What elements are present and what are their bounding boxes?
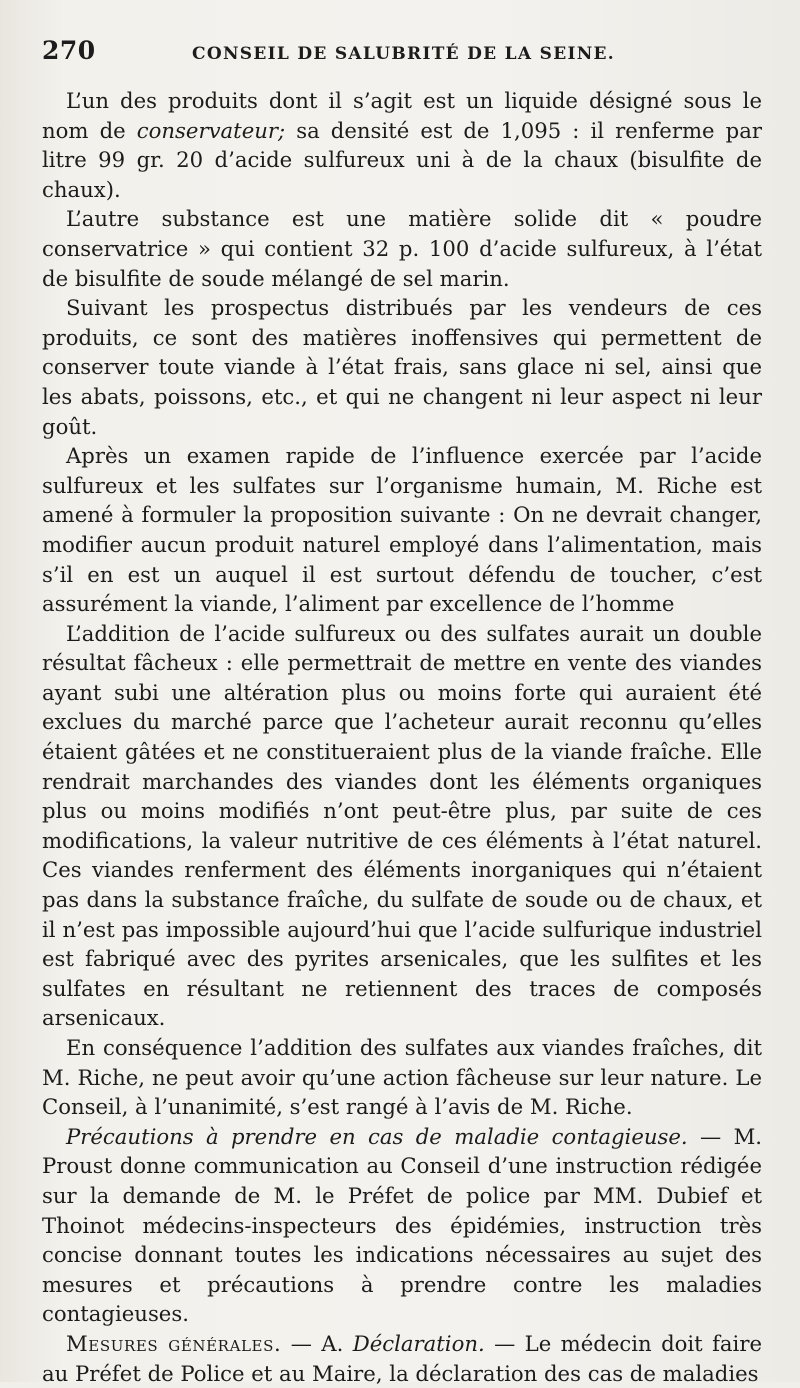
paragraph-solid-product: L’autre substance est une matière solide dit « poudre conservatrice » qui contient 32 p. 100 d’acide sulfureux, à l’état de bisulfite de soude mélangé de sel marin. bbox=[42, 206, 762, 291]
paragraph-riche-proposal: Après un examen rapide de l’influence exercée par l’acide sulfureux et les sulfates sur l’organisme humain, M. Riche est amené à formuler la proposition suivante : On ne devrait changer, modifier aucun produit naturel employé dans l’alimentation, mais s’il en est un auquel il est surtout défendu de toucher, c’est assurément la viande, l’aliment par excellence de l’homme bbox=[42, 443, 762, 617]
paragraph-addition-effects: L’addition de l’acide sulfureux ou des sulfates aurait un double résultat fâcheux : elle permettrait de mettre en vente des viandes ayant subi une altération plus ou moins forte qui auraient été exclues du marché parce que l’acheteur aurait reconnu qu’elles étaient gâtées et ne constitueraient plus de la viande fraîche. Elle rendrait marchandes des viandes dont les éléments organiques plus ou moins modifiés n’ont peut-être plus, par suite de ces modifications, la valeur nutritive de ces éléments à l’état naturel. Ces viandes renferment des éléments inorganiques qui n’étaient pas dans la substance fraîche, du sulfate de soude ou de chaux, et il n’est pas impossible aujourd’hui que l’acide sulfurique industriel est fabriqué avec des pyrites arsenicales, que les sulfites et les sulfates en résultant ne retiennent des traces de composés arsenicaux. bbox=[42, 620, 762, 1031]
running-title: CONSEIL DE SALUBRITÉ DE LA SEINE. bbox=[192, 44, 616, 64]
paragraph-liquid-product: L’un des produits dont il s’agit est un liquide désigné sous le nom de conservateur; sa densité est de 1,095 : il renferme par litre 99 gr. 20 d’acide sulfureux uni à de la chaux (bisulfite de chaux). bbox=[42, 88, 762, 202]
paragraph-contagious-disease: Précautions à prendre en cas de maladie contagieuse. — M. Proust donne communication au Conseil d’une instruction rédigée sur la demande de M. le Préfet de police par MM. Dubief et Thoinot médecins-inspecteurs des épidémies, instruction très concise donnant toutes les indications nécessaires au sujet des mesures et précautions à prendre contre les maladies contagieuses. bbox=[42, 1123, 762, 1327]
paragraph-conclusion: En conséquence l’addition des sulfates aux viandes fraîches, dit M. Riche, ne peut avoir qu’une action fâcheuse sur leur nature. Le Conseil, à l’unanimité, s’est rangé à l’avis de M. Riche. bbox=[42, 1035, 762, 1120]
section-label-mesures: Mesures générales. bbox=[66, 1330, 282, 1356]
body-text bbox=[42, 86, 762, 1388]
paragraph-prospectus: Suivant les prospectus distribués par les vendeurs de ces produits, ce sont des matières inoffensives qui permettent de conserver toute viande à l’état frais, sans glace ni sel, ainsi que les abats, poissons, etc., et qui ne changent ni leur aspect ni leur goût. bbox=[42, 295, 762, 439]
page-number: 270 bbox=[42, 36, 96, 65]
subsection-label-declaration: Déclaration. bbox=[352, 1330, 485, 1356]
section-label-precautions: Précautions à prendre en cas de maladie contagieuse. bbox=[66, 1123, 688, 1149]
paragraph-general-measures: Mesures générales. — A. Déclaration. — Le médecin doit faire au Préfet de Police et au Maire, la déclaration des cas de maladies bbox=[42, 1330, 762, 1386]
term-conservateur: conservateur; bbox=[136, 117, 286, 143]
page-header bbox=[42, 36, 762, 82]
